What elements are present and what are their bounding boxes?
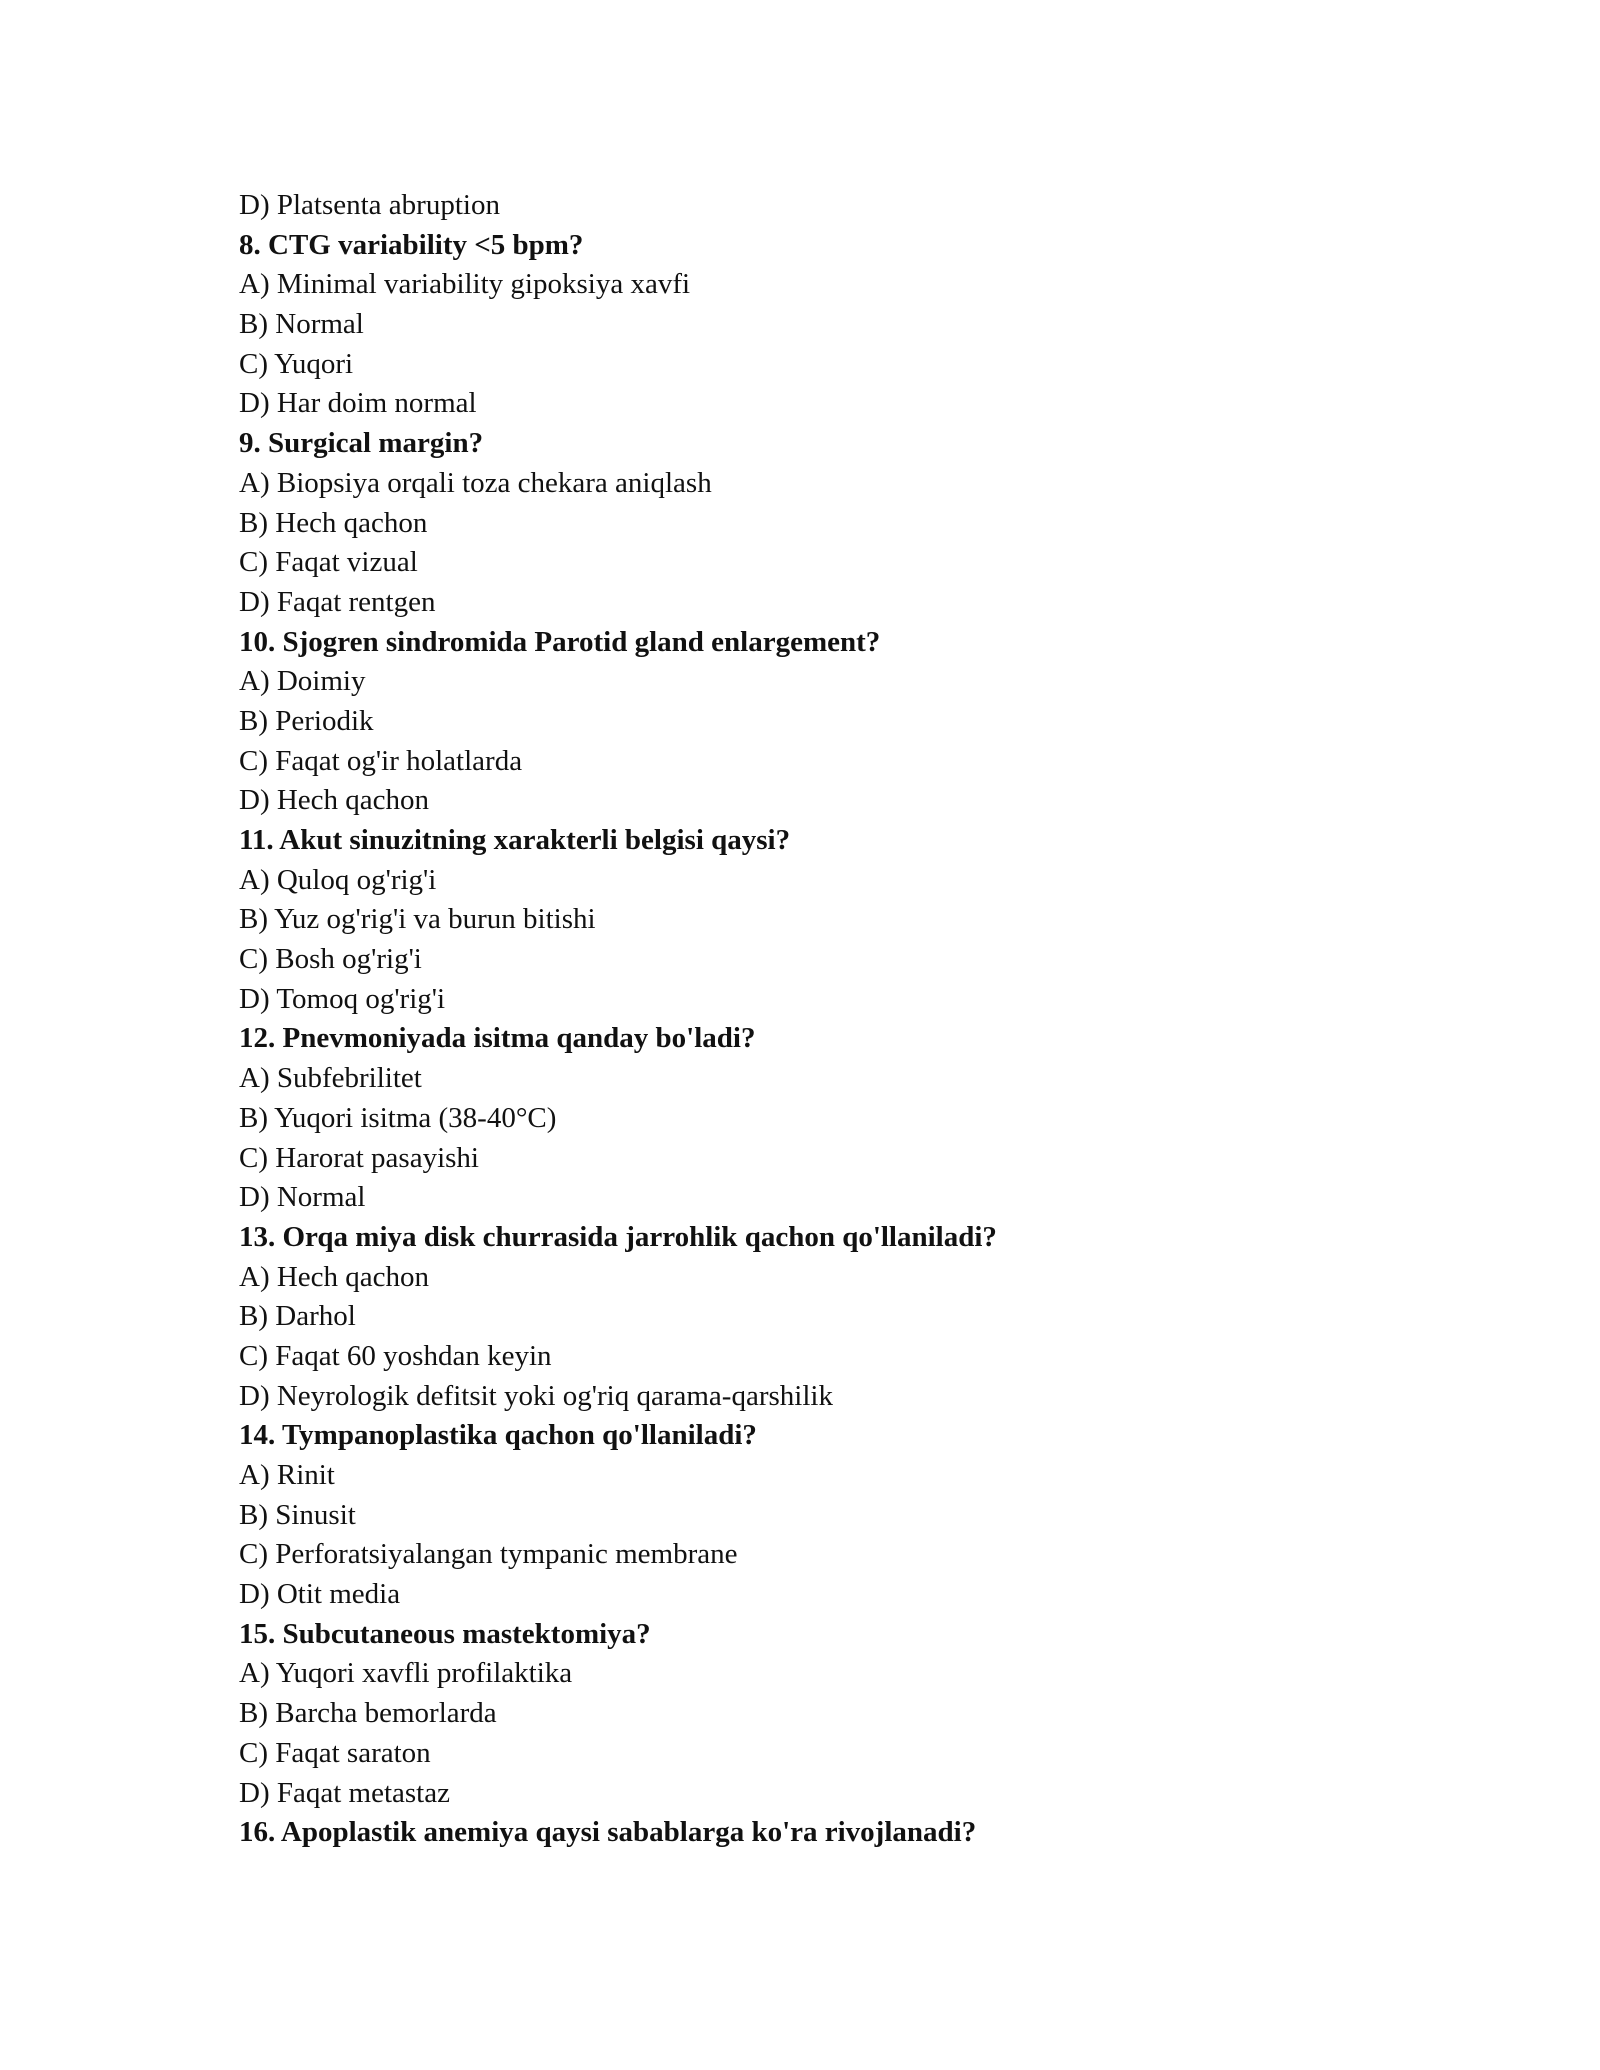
- answer-option: A) Subfebrilitet: [239, 1062, 422, 1095]
- answer-option: D) Faqat metastaz: [239, 1776, 450, 1809]
- answer-option: C) Perforatsiyalangan tympanic membrane: [239, 1538, 738, 1571]
- question-heading: 9. Surgical margin?: [239, 427, 484, 460]
- answer-option: B) Sinusit: [239, 1498, 356, 1531]
- answer-option: B) Barcha bemorlarda: [239, 1697, 497, 1730]
- question-heading: 8. CTG variability <5 bpm?: [239, 228, 584, 261]
- answer-option: D) Neyrologik defitsit yoki og'riq qarama-qarshilik: [239, 1379, 833, 1412]
- answer-option: A) Yuqori xavfli profilaktika: [239, 1657, 573, 1690]
- answer-option: C) Harorat pasayishi: [239, 1141, 479, 1174]
- answer-option: D) Faqat rentgen: [239, 585, 436, 618]
- quiz-content: [239, 186, 1439, 1853]
- question-heading: 14. Tympanoplastika qachon qo'llaniladi?: [239, 1419, 757, 1452]
- answer-option: A) Rinit: [239, 1459, 335, 1491]
- answer-option: C) Faqat og'ir holatlarda: [239, 744, 523, 777]
- answer-option: A) Hech qachon: [239, 1260, 430, 1293]
- answer-option: B) Yuz og'rig'i va burun bitishi: [239, 903, 596, 936]
- question-heading: 11. Akut sinuzitning xarakterli belgisi qaysi?: [239, 824, 791, 856]
- answer-option: D) Platsenta abruption: [239, 189, 500, 221]
- question-heading: 12. Pnevmoniyada isitma qanday bo'ladi?: [239, 1022, 756, 1055]
- question-heading: 15. Subcutaneous mastektomiya?: [239, 1617, 651, 1650]
- answer-option: A) Quloq og'rig'i: [239, 863, 437, 896]
- answer-option: A) Minimal variability gipoksiya xavfi: [239, 268, 691, 301]
- answer-option: B) Darhol: [239, 1300, 356, 1333]
- answer-option: D) Har doim normal: [239, 387, 477, 420]
- answer-option: C) Faqat 60 yoshdan keyin: [239, 1339, 552, 1372]
- answer-option: B) Yuqori isitma (38-40°C): [239, 1101, 557, 1134]
- question-heading: 13. Orqa miya disk churrasida jarrohlik qachon qo'llaniladi?: [239, 1220, 997, 1253]
- answer-option: B) Periodik: [239, 704, 374, 737]
- answer-option: D) Otit media: [239, 1578, 401, 1611]
- answer-option: C) Yuqori: [239, 347, 354, 380]
- question-heading: 10. Sjogren sindromida Parotid gland enlargement?: [239, 625, 881, 658]
- answer-option: A) Doimiy: [239, 665, 366, 698]
- answer-option: D) Normal: [239, 1181, 366, 1214]
- question-heading: 16. Apoplastik anemiya qaysi sabablarga ko'ra rivojlanadi?: [239, 1816, 977, 1849]
- answer-option: B) Normal: [239, 308, 364, 341]
- answer-option: D) Tomoq og'rig'i: [239, 982, 446, 1015]
- answer-option: A) Biopsiya orqali toza chekara aniqlash: [239, 466, 712, 499]
- answer-option: B) Hech qachon: [239, 506, 428, 539]
- answer-option: D) Hech qachon: [239, 784, 430, 817]
- answer-option: C) Faqat saraton: [239, 1736, 431, 1769]
- answer-option: C) Bosh og'rig'i: [239, 943, 422, 976]
- answer-option: C) Faqat vizual: [239, 546, 418, 579]
